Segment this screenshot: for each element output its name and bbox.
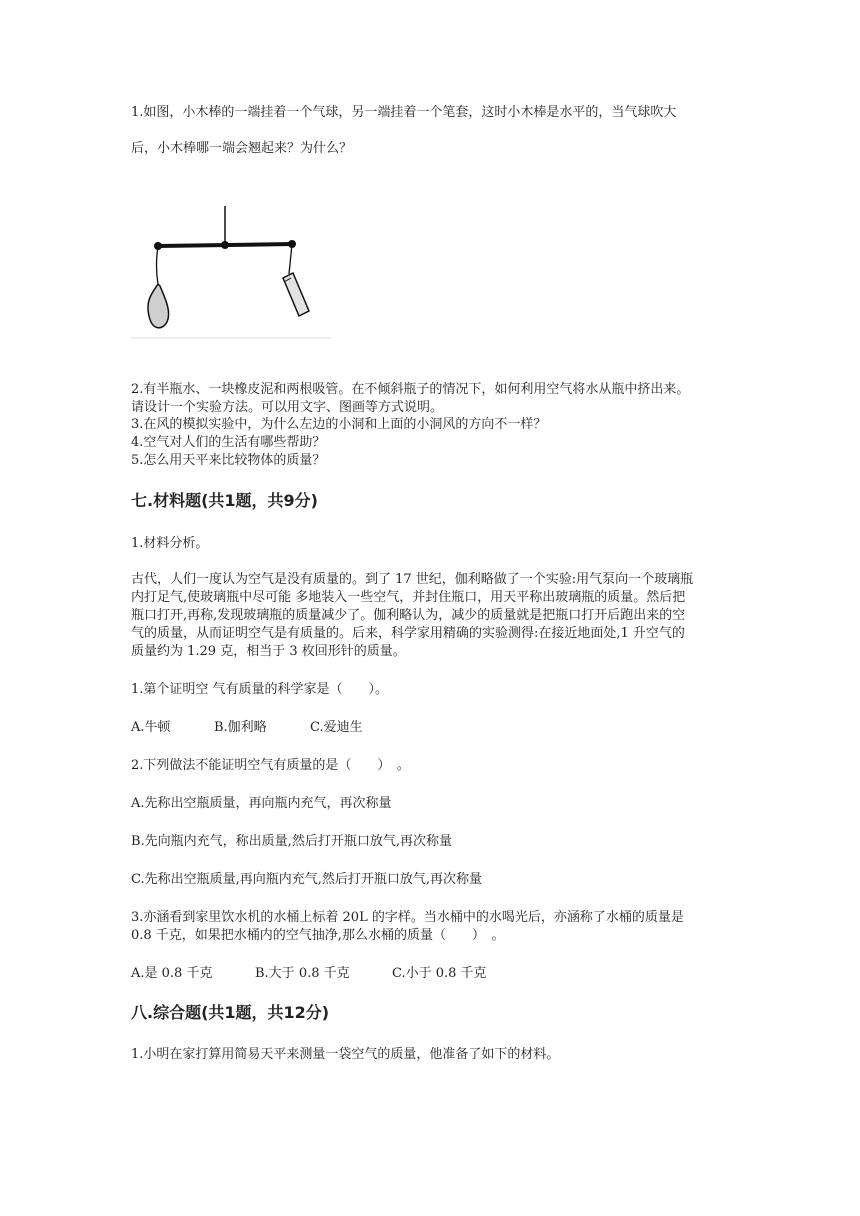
balance-stick-figure: [131, 196, 331, 341]
q1-line1: 1.如图，小木棒的一端挂着一个气球，另一端挂着一个笔套，这时小木棒是水平的，当气球吹大: [131, 105, 677, 120]
sub2-option-c: C.先称出空瓶质量,再向瓶内充气,然后打开瓶口放气,再次称量: [131, 872, 483, 887]
option-b: B.大于 0.8 千克: [255, 966, 350, 981]
q5-text: 5.怎么用天平来比较物体的质量？: [131, 453, 326, 468]
q4-text: 4.空气对人们的生活有哪些帮助？: [131, 435, 326, 450]
sub2-option-b: B.先向瓶内充气，称出质量,然后打开瓶口放气,再次称量: [131, 834, 452, 849]
section7-intro: 1.材料分析。: [131, 536, 209, 551]
option-a: A.是 0.8 千克: [131, 966, 213, 981]
passage-line: 内打足气,使玻璃瓶中尽可能 多地装入一些空气，并封住瓶口，用天平称出玻璃瓶的质量。然后把: [131, 590, 686, 605]
section8-title: 八.综合题(共1题，共12分): [131, 1003, 330, 1022]
passage-line: 瓶口打开,再称,发现玻璃瓶的质量减少了。伽利略认为，减少的质量就是把瓶口打开后跑出来的空: [131, 608, 686, 623]
passage-line: 古代，人们一度认为空气是没有质量的。到了 17 世纪，伽利略做了一个实验:用气泵向一个玻璃瓶: [131, 572, 694, 587]
sub1-question: 1.第个证明空 气有质量的科学家是（ ）。: [131, 682, 389, 697]
q2-line1: 2.有半瓶水、一块橡皮泥和两根吸管。在不倾斜瓶子的情况下，如何利用空气将水从瓶中挤出来。: [131, 382, 690, 397]
option-c: C.小于 0.8 千克: [392, 966, 487, 981]
sub3-line1: 3.亦涵看到家里饮水机的水桶上标着 20L 的字样。当水桶中的水喝光后，亦涵称了水桶的质量是: [131, 910, 684, 925]
option-a: A.牛顿: [131, 720, 171, 735]
q1-line2: 后，小木棒哪一端会翘起来？为什么？: [131, 141, 353, 156]
option-b: B.伽利略: [214, 720, 267, 735]
section7-title: 七.材料题(共1题，共9分): [131, 491, 318, 510]
sub3-options: [131, 965, 487, 983]
section8-q1: 1.小明在家打算用简易天平来测量一袋空气的质量，他准备了如下的材料。: [131, 1047, 560, 1062]
sub2-option-a: A.先称出空瓶质量，再向瓶内充气，再次称量: [131, 796, 392, 811]
sub2-question: 2.下列做法不能证明空气有质量的是（ ） 。: [131, 758, 410, 773]
passage-line: 气的质量，从而证明空气是有质量的。后来，科学家用精确的实验测得:在接近地面处,1 升空气的: [131, 626, 685, 641]
q3-text: 3.在风的模拟实验中，为什么左边的小洞和上面的小洞风的方向不一样？: [131, 417, 547, 432]
sub3-line2: 0.8 千克，如果把水桶内的空气抽净,那么水桶的质量（ ） 。: [131, 928, 505, 943]
passage-line: 质量约为 1.29 克，相当于 3 枚回形针的质量。: [131, 644, 406, 659]
sub1-options: [131, 719, 363, 737]
q2-line2: 请设计一个实验方法。可以用文字、图画等方式说明。: [131, 400, 444, 415]
option-c: C.爱迪生: [310, 720, 363, 735]
